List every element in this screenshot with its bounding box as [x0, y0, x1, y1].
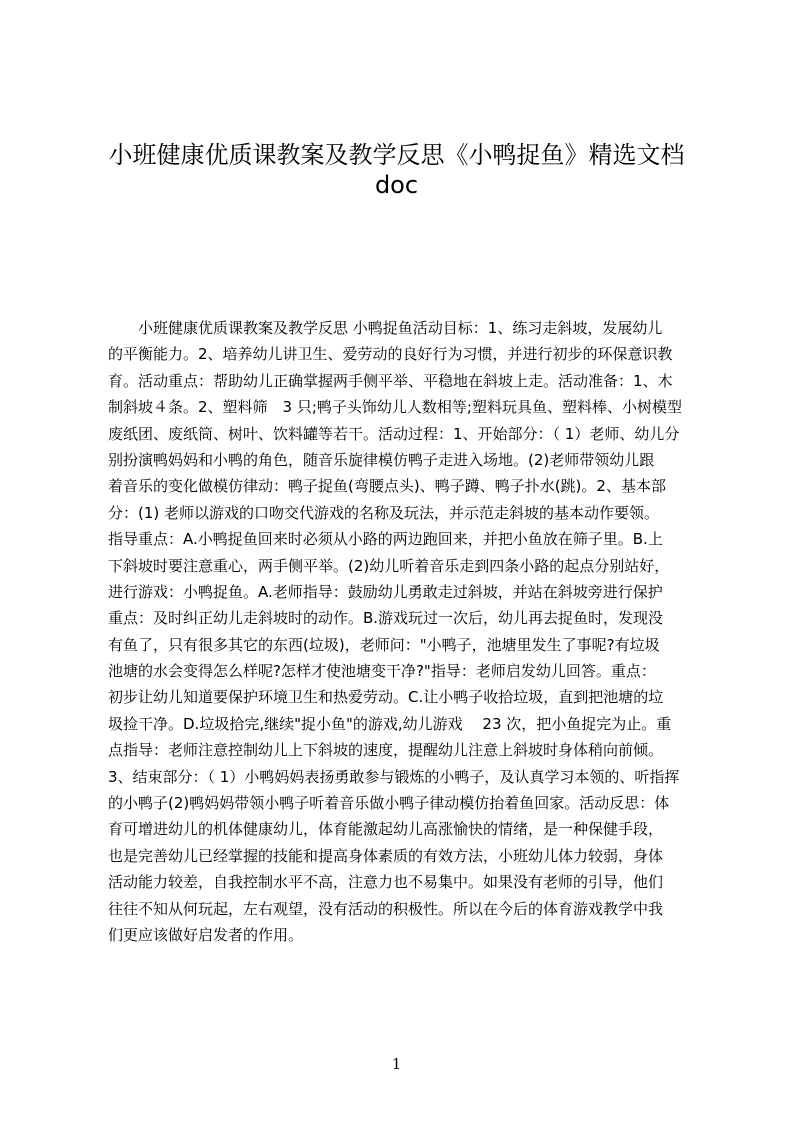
page-number: 1 [391, 1055, 402, 1073]
body-line: 活动能力较差，自我控制水平不高，注意力也不易集中。如果没有老师的引导，他们 [108, 873, 664, 892]
body-line: 们更应该做好启发者的作用。 [108, 925, 304, 944]
body-line: 的小鸭子(2)鸭妈妈带领小鸭子听着音乐做小鸭子律动模仿抬着鱼回家。活动反思：体 [108, 794, 670, 813]
body-line: 初步让幼儿知道要保护环境卫生和热爱劳动。C.让小鸭子收拾垃圾，直到把池塘的垃 [108, 688, 664, 707]
body-line: 废纸团、废纸筒、树叶、饮料罐等若干。活动过程：1、开始部分：（ 1）老师、幼儿分 [108, 424, 680, 443]
body-line: 育。活动重点：帮助幼儿正确掌握两手侧平举、平稳地在斜坡上走。活动准备：1、木 [108, 371, 673, 390]
body-line: 往往不知从何玩起，左右观望，没有活动的积极性。所以在今后的体育游戏教学中我 [108, 899, 664, 918]
body-line: 重点：及时纠正幼儿走斜坡时的动作。B.游戏玩过一次后，幼儿再去捉鱼时，发现没 [108, 609, 664, 628]
body-line: 指导重点：A.小鸭捉鱼回来时必须从小路的两边跑回来，并把小鱼放在筛子里。B.上 [108, 530, 663, 549]
body-line: 别扮演鸭妈妈和小鸭的角色，随音乐旋律模仿鸭子走进入场地。(2)老师带领幼儿跟 [108, 450, 655, 469]
body-line: 进行游戏：小鸭捉鱼。A.老师指导：鼓励幼儿勇敢走过斜坡，并站在斜坡旁进行保护 [108, 582, 663, 601]
body-line: 有鱼了，只有很多其它的东西(垃圾)，老师问："小鸭子，池塘里发生了事呢?有垃圾 [108, 635, 660, 654]
body-line: 制斜坡４条。2、塑料筛 3 只;鸭子头饰幼儿人数相等;塑料玩具鱼、塑料棒、小树模型 [108, 398, 682, 417]
body-line: 着音乐的变化做模仿律动：鸭子捉鱼(弯腰点头)、鸭子蹲、鸭子扑水(跳)。2、基本部 [108, 477, 666, 496]
title-line-1: 小班健康优质课教案及教学反思《小鸭捉鱼》精选文档 [108, 141, 685, 169]
document-title [100, 140, 693, 200]
body-line: 圾捡干净。D.垃圾拾完,继续"捉小鱼"的游戏,幼儿游戏 23 次，把小鱼捉完为止。重 [108, 714, 672, 733]
body-paragraph [108, 315, 698, 955]
title-line-2: doc [374, 171, 419, 199]
body-line: 分：(1) 老师以游戏的口吻交代游戏的名称及玩法，并示范走斜坡的基本动作要领。 [108, 503, 660, 522]
body-line: 下斜坡时要注意重心，两手侧平举。(2)幼儿听着音乐走到四条小路的起点分别站好， [108, 556, 670, 575]
body-line: 也是完善幼儿已经掌握的技能和提高身体素质的有效方法，小班幼儿体力较弱，身体 [108, 846, 664, 865]
body-line: 小班健康优质课教案及教学反思 小鸭捉鱼活动目标：1、练习走斜坡，发展幼儿 [108, 319, 663, 337]
body-line: 点指导：老师注意控制幼儿上下斜坡的速度，提醒幼儿注意上斜坡时身体稍向前倾。 [108, 741, 664, 760]
body-line: 的平衡能力。2、培养幼儿讲卫生、爱劳动的良好行为习惯，并进行初步的环保意识教 [108, 345, 673, 364]
body-line: 育可增进幼儿的机体健康幼儿，体育能激起幼儿高涨愉快的情绪，是一种保健手段， [108, 820, 664, 839]
body-line: 池塘的水会变得怎么样呢?怎样才使池塘变干净?"指导：老师启发幼儿回答。重点： [108, 662, 656, 681]
body-line: 3、结束部分：（ 1）小鸭妈妈表扬勇敢参与锻炼的小鸭子，及认真学习本领的、听指挥 [108, 767, 680, 786]
